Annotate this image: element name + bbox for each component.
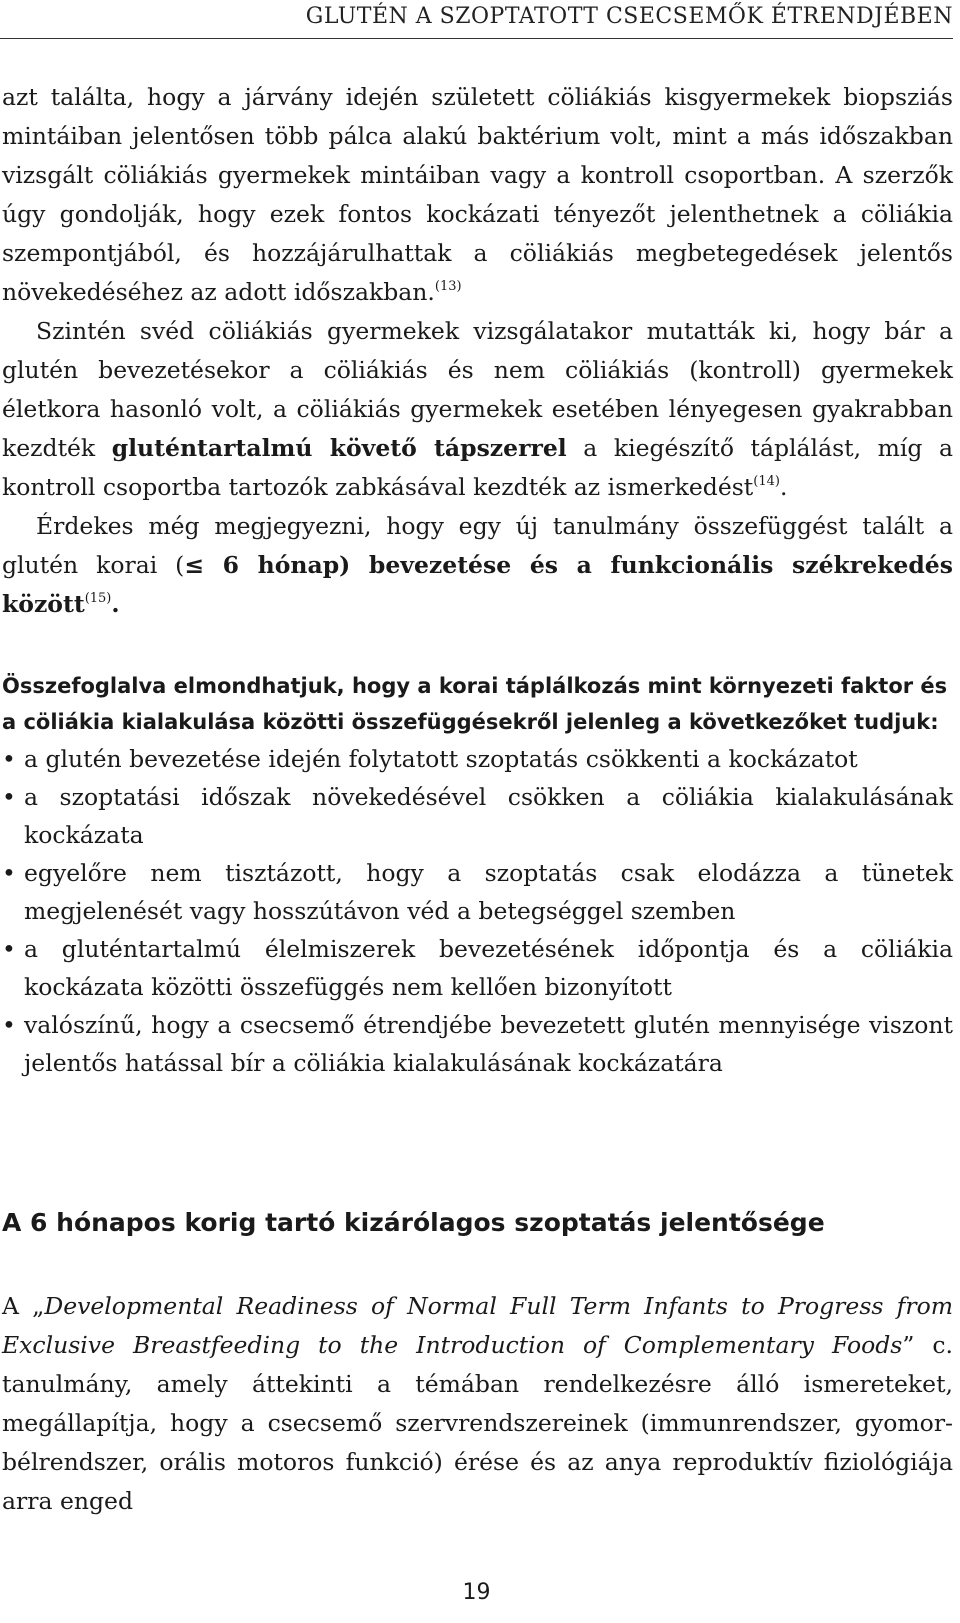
summary-block (2, 668, 953, 1082)
reference-15: (15) (84, 591, 112, 607)
list-item: • a glutén bevezetése idején folytatott szoptatás csökkenti a kockázatot (2, 740, 953, 778)
summary-heading: Összefoglalva elmondhatjuk, hogy a korai táplálkozás mint környezeti faktor és a cöliákia kialakulása közötti összefüggésekről jelenleg a következőket tudjuk: (2, 674, 948, 734)
section-paragraph-start: A „ (2, 1292, 45, 1320)
running-header: GLUTÉN A SZOPTATOTT CSECSEMŐK ÉTRENDJÉBEN (305, 4, 953, 29)
list-item: • a gluténtartalmú élelmiszerek bevezetésének időpontja és a cöliákia kockázata közötti összefüggés nem kellően bizonyított (2, 930, 953, 1006)
paragraph-3 (2, 507, 953, 624)
paragraph-3-bold: ≤ 6 hónap) bevezetése és a funkcionális székrekedés között (2, 551, 953, 618)
list-item: • valószínű, hogy a csecsemő étrendjébe bevezetett glutén mennyisége viszont jelentős hatással bír a cöliákia kialakulásának kockázatára (2, 1006, 953, 1082)
paragraph-1-text: azt találta, hogy a járvány idején született cöliákiás kisgyermekek biopsziás mintáiban jelentősen több pálca alakú baktérium volt, mint a más időszakban vizsgált cöliákiás gyermekek mintáiban vagy a kontroll csoportban. A szerzők úgy gondolják, hogy ezek fontos kockázati tényezőt jelenthetnek a cöliákia szempontjából, és hozzájárulhattak a cöliákiás megbetegedések jelentős növekedéséhez az adott időszakban. (2, 83, 953, 306)
study-title: Developmental Readiness of Normal Full Term Infants to Progress from Exclusive Breastfeeding to the Introduction of Complementary Foods (2, 1292, 954, 1359)
paragraph-2-text-b: a kiegészítő táplálást, míg a kontroll csoportba tartozók zabkásával kezdték az ismerkedést (2, 434, 953, 501)
reference-14: (14) (753, 474, 780, 490)
header-divider (0, 38, 953, 39)
paragraph-2 (2, 312, 953, 507)
section-body (2, 1287, 953, 1521)
main-text (2, 78, 953, 624)
section-title: A 6 hónapos korig tartó kizárólagos szoptatás jelentősége (2, 1208, 825, 1237)
paragraph-3-text-a: Érdekes még megjegyezni, hogy egy új tanulmány összefüggést talált a glutén korai ( (2, 512, 953, 579)
list-item: • egyelőre nem tisztázott, hogy a szoptatás csak elodázza a tünetek megjelenését vagy hosszútávon véd a betegséggel szemben (2, 854, 953, 930)
paragraph-2-text-a: Szintén svéd cöliákiás gyermekek vizsgálatakor mutatták ki, hogy bár a glutén bevezetésekor a cöliákiás és nem cöliákiás (kontroll) gyermekek életkora hasonló volt, a cöliákiás gyermekek esetében lényegesen gyakrabban kezdték (2, 317, 953, 462)
reference-13: (13) (434, 279, 462, 295)
summary-list (2, 740, 953, 1082)
section-paragraph (2, 1287, 953, 1521)
section-paragraph-rest: ” c. tanulmány, amely áttekinti a témában rendelkezésre álló ismereteket, megállapítja, hogy a csecsemő szervrendszereinek (immunrendszer, gyomor-bélrendszer, orális motoros funkció) érése és az anya reproduktív fiziológiája arra enged (2, 1331, 954, 1515)
page-number: 19 (462, 1580, 491, 1605)
section (2, 1208, 953, 1237)
paragraph-3-end: . (111, 590, 120, 618)
list-item: • a szoptatási időszak növekedésével csökken a cöliákia kialakulásának kockázata (2, 778, 953, 854)
paragraph-2-bold: gluténtartalmú követő tápszerrel (111, 434, 567, 462)
paragraph-1 (2, 78, 953, 312)
paragraph-2-end: . (779, 473, 788, 501)
